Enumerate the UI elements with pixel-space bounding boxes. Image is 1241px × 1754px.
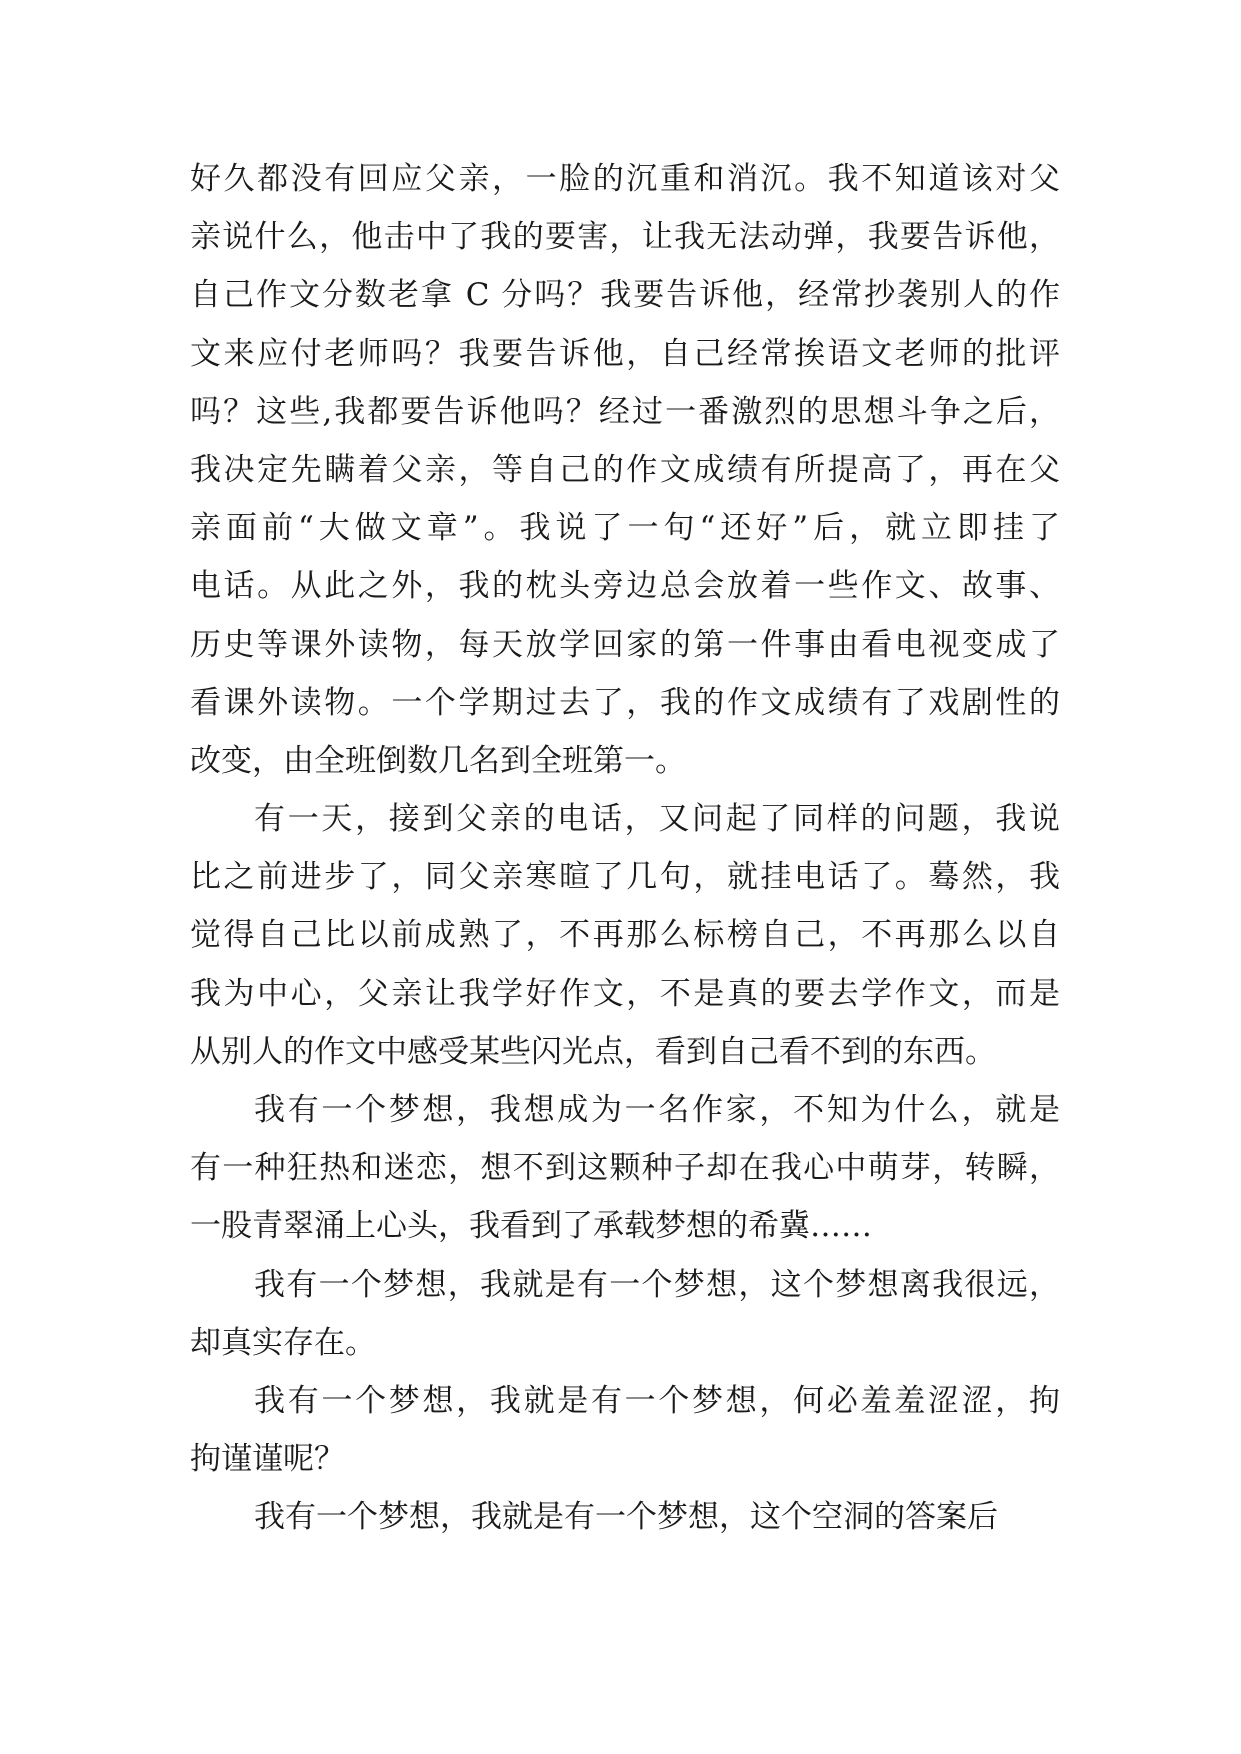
paragraph-first-line: 我有一个梦想，我就是有一个梦想，何必羞羞涩涩，拘 [254,1382,1060,1419]
text-line: 拘谨谨呢？ [190,1441,345,1478]
text-line: 电话。从此之外，我的枕头旁边总会放着一些作文、故事、 [190,568,1060,605]
text-line: 自己作文分数老拿 C 分吗？我要告诉他，经常抄袭别人的作 [190,277,1060,314]
text-line: 有一种狂热和迷恋，想不到这颗种子却在我心中萌芽，转瞬， [190,1150,1060,1187]
paragraph-first-line: 有一天，接到父亲的电话，又问起了同样的问题，我说 [254,801,1060,838]
paragraph-first-line: 我有一个梦想，我就是有一个梦想，这个空洞的答案后 [254,1499,998,1536]
text-line: 好久都没有回应父亲，一脸的沉重和消沉。我不知道该对父 [190,161,1060,197]
text-line: 亲说什么，他击中了我的要害，让我无法动弹，我要告诉他， [190,219,1060,256]
text-line: 一股青翠涌上心头，我看到了承载梦想的希冀…… [190,1208,872,1245]
text-line: 历史等课外读物，每天放学回家的第一件事由看电视变成了 [190,626,1060,663]
paragraph-first-line: 我有一个梦想，我想成为一名作家，不知为什么，就是 [254,1092,1060,1128]
text-line: 却真实存在。 [190,1324,376,1361]
text-line: 比之前进步了，同父亲寒暄了几句，就挂电话了。蓦然，我 [190,859,1060,896]
text-line: 改变，由全班倒数几名到全班第一。 [190,742,686,779]
text-line: 从别人的作文中感受某些闪光点，看到自己看不到的东西。 [190,1033,996,1070]
body-text [190,150,1060,1547]
text-line: 我决定先瞒着父亲，等自己的作文成绩有所提高了，再在父 [190,451,1060,488]
text-line: 看课外读物。一个学期过去了，我的作文成绩有了戏剧性的 [190,684,1060,721]
paragraph-first-line: 我有一个梦想，我就是有一个梦想，这个梦想离我很远， [254,1266,1060,1303]
text-line: 觉得自己比以前成熟了，不再那么标榜自己，不再那么以自 [190,917,1060,954]
text-line: 吗？这些,我都要告诉他吗？经过一番激烈的思想斗争之后， [190,393,1060,430]
text-line: 亲面前“大做文章”。我说了一句“还好”后，就立即挂了 [190,510,1060,547]
text-line: 我为中心，父亲让我学好作文，不是真的要去学作文，而是 [190,975,1060,1012]
text-line: 文来应付老师吗？我要告诉他，自己经常挨语文老师的批评 [190,335,1060,372]
